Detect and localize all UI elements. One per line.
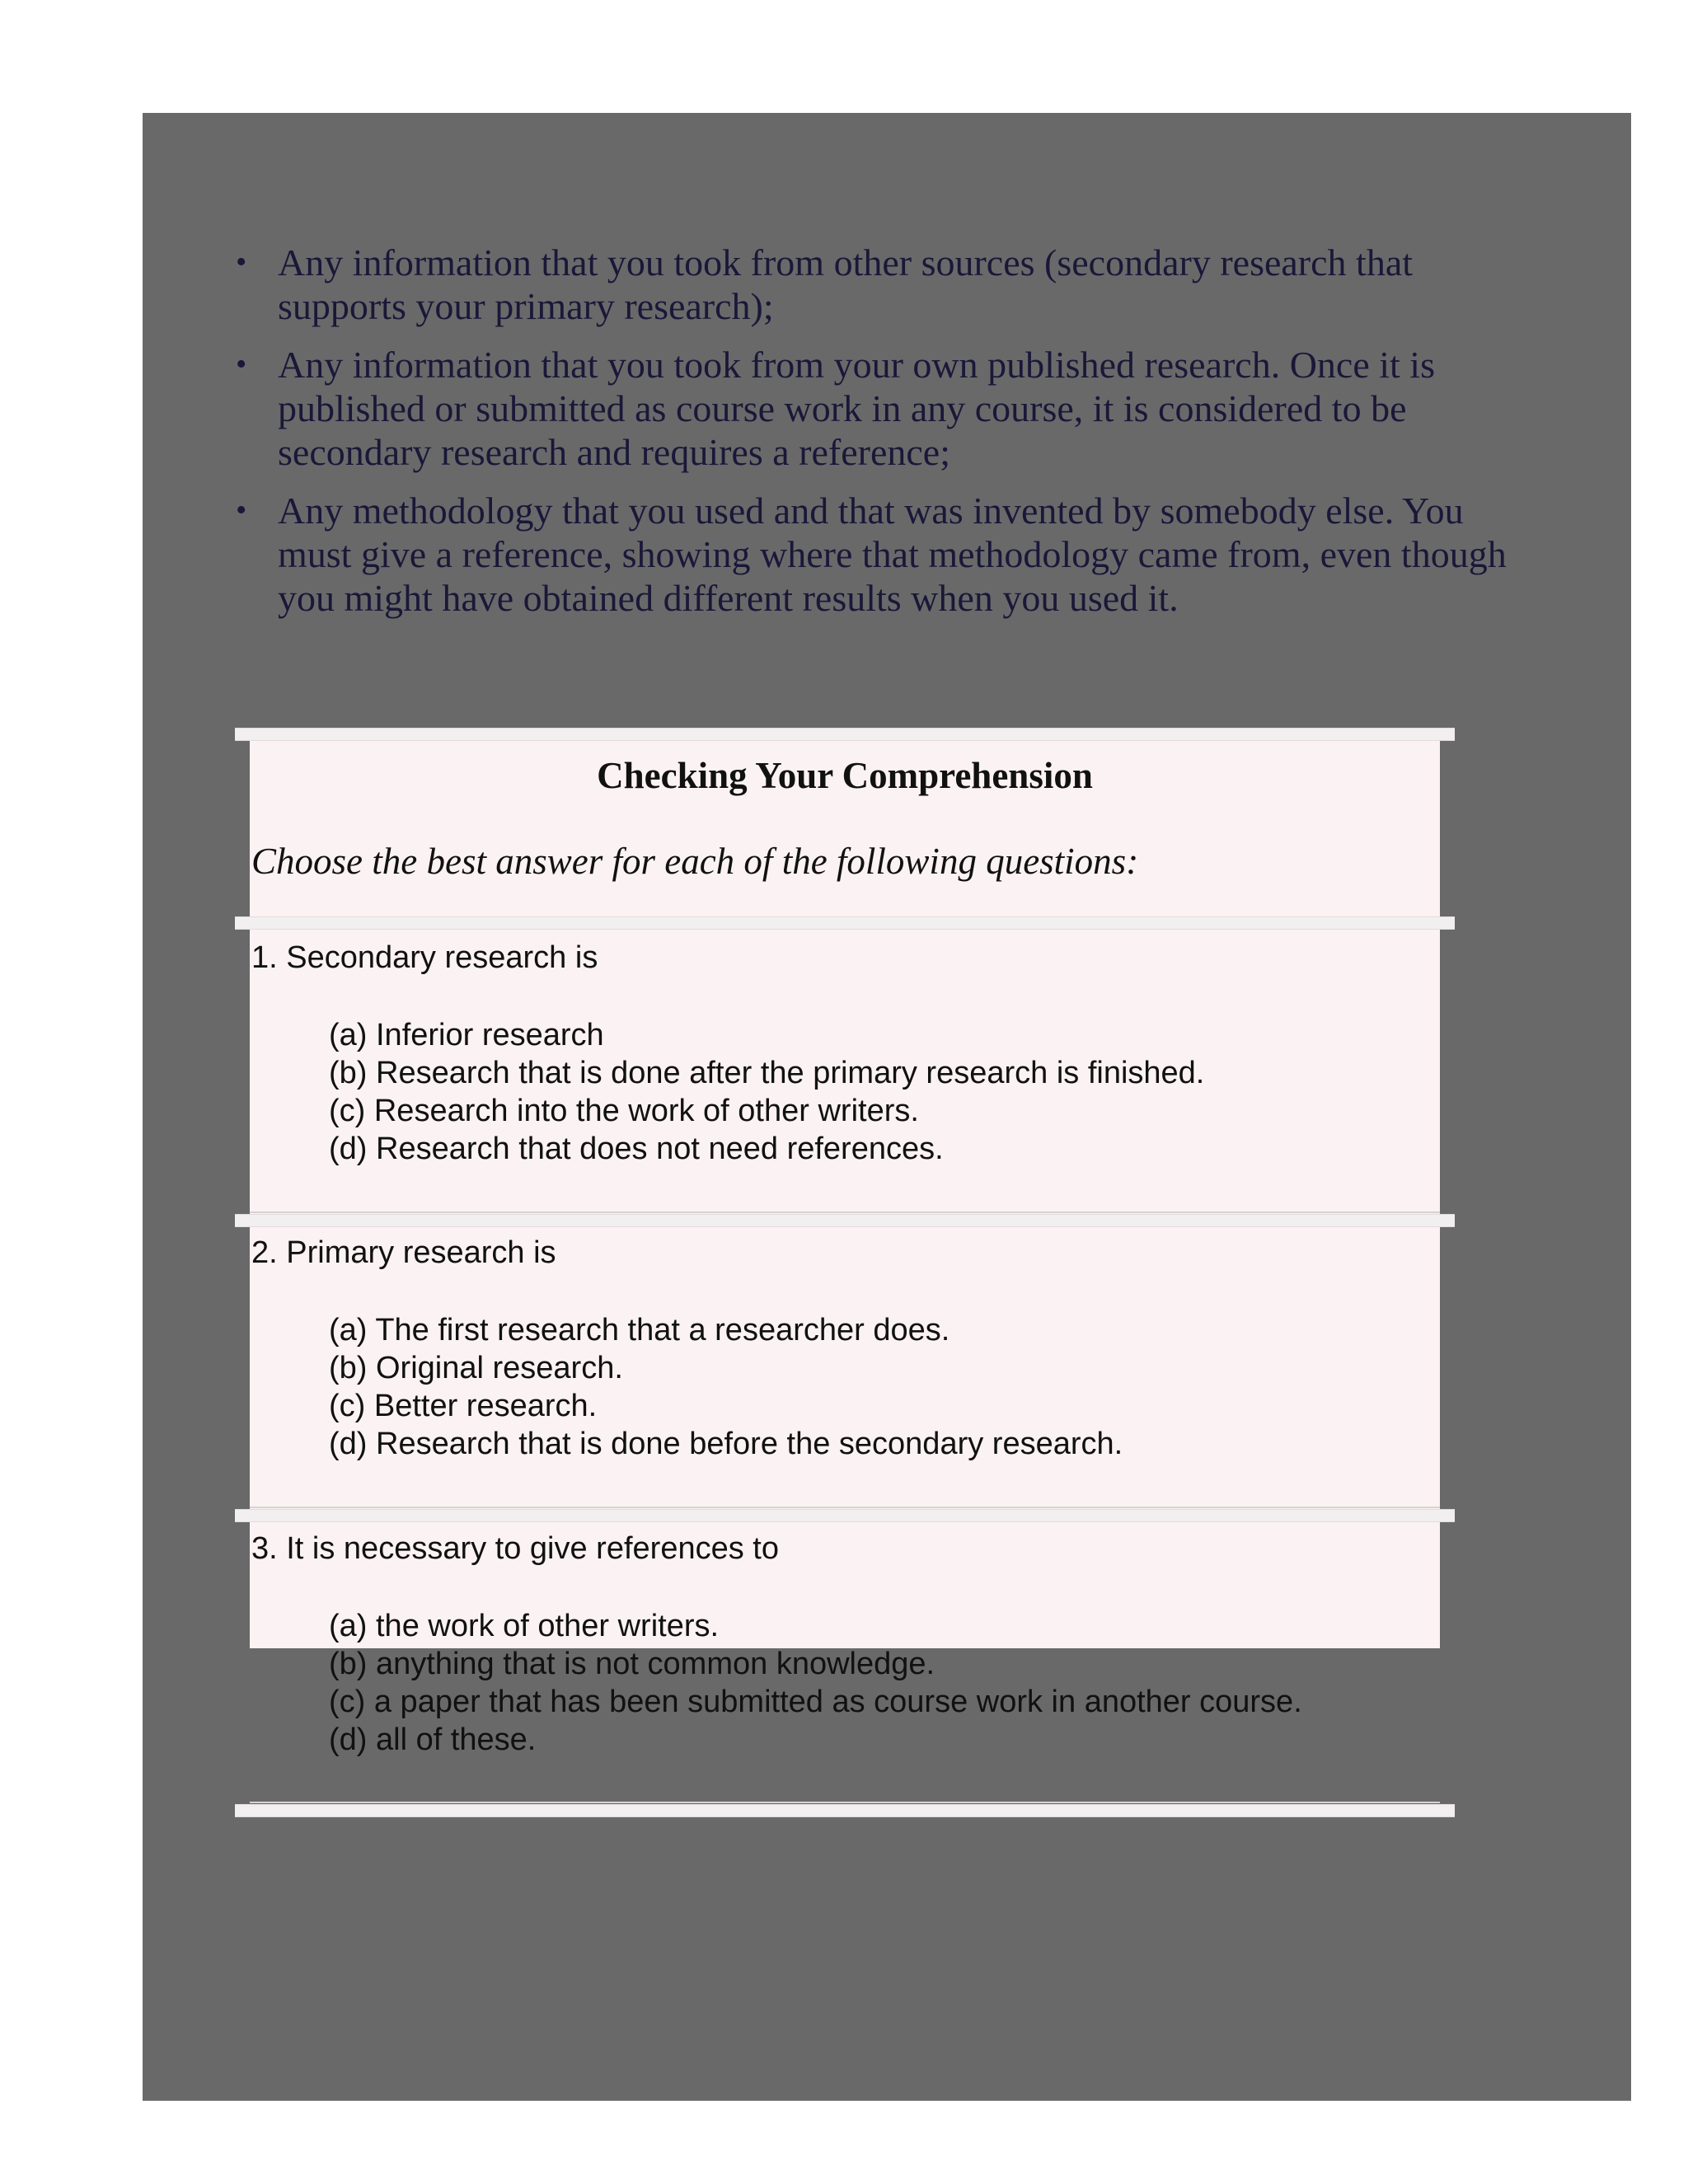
answer-option: (d) all of these. xyxy=(329,1722,537,1757)
answer-option: (c) a paper that has been submitted as course work in another course. xyxy=(329,1685,1302,1719)
box-instructions: Choose the best answer for each of the following questions: xyxy=(251,841,1139,882)
answer-option: (b) Research that is done after the primary research is finished. xyxy=(329,1056,1205,1090)
question-divider xyxy=(250,1802,1440,1803)
bullet-dot-icon: • xyxy=(236,245,247,279)
bullet-item xyxy=(236,489,1522,620)
answer-option: (c) Research into the work of other writers. xyxy=(329,1094,919,1128)
answer-options xyxy=(329,1016,1204,1168)
answer-option: (a) The first research that a researcher does. xyxy=(329,1313,950,1347)
bullet-item xyxy=(236,241,1522,328)
answer-option: (b) Original research. xyxy=(329,1351,623,1385)
box-rule xyxy=(235,1214,1455,1227)
answer-option: (a) Inferior research xyxy=(329,1018,604,1052)
reference-requirements-list xyxy=(236,241,1522,635)
answer-options xyxy=(329,1607,1302,1759)
question-stem: 3. It is necessary to give references to xyxy=(251,1531,779,1566)
question-stem: 1. Secondary research is xyxy=(251,940,598,975)
box-rule xyxy=(235,916,1455,930)
answer-option: (b) anything that is not common knowledge. xyxy=(329,1647,935,1681)
box-rule xyxy=(235,1509,1455,1522)
bullet-text: Any methodology that you used and that was invented by somebody else. You must give a reference, showing where that methodology came from, even though you might have obtained different results when you used it. xyxy=(278,490,1507,619)
question-divider xyxy=(250,1507,1440,1508)
box-rule-top xyxy=(235,728,1455,741)
answer-option: (d) Research that does not need references. xyxy=(329,1132,944,1166)
answer-option: (a) the work of other writers. xyxy=(329,1609,720,1643)
comprehension-box xyxy=(235,728,1455,1811)
answer-options xyxy=(329,1311,1123,1463)
bullet-dot-icon: • xyxy=(236,493,247,527)
bullet-text: Any information that you took from your own published research. Once it is published or submitted as course work in any course, it is considered to be secondary research and requires a reference; xyxy=(278,344,1435,473)
question-divider xyxy=(250,1212,1440,1213)
bullet-dot-icon: • xyxy=(236,347,247,382)
answer-option: (d) Research that is done before the secondary research. xyxy=(329,1427,1123,1461)
bullet-item xyxy=(236,343,1522,474)
box-title: Checking Your Comprehension xyxy=(597,755,1093,796)
bullet-text: Any information that you took from other sources (secondary research that supports your primary research); xyxy=(278,241,1414,327)
question-stem: 2. Primary research is xyxy=(251,1235,556,1270)
answer-option: (c) Better research. xyxy=(329,1389,598,1423)
box-rule-bottom xyxy=(235,1804,1455,1817)
